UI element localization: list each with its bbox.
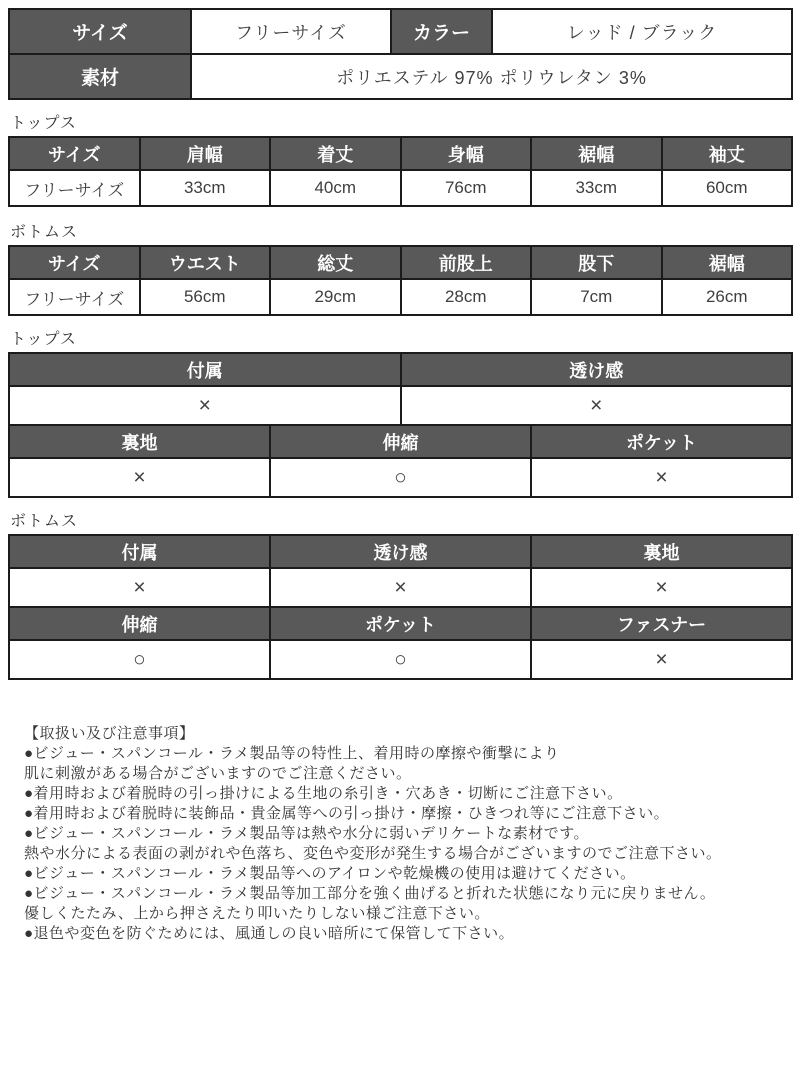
- bottoms-size-value: フリーサイズ: [9, 279, 140, 315]
- bottoms-features-header-row-2: [9, 607, 792, 640]
- summary-table: [8, 8, 793, 100]
- tops-feature-mark: ○: [270, 458, 531, 497]
- care-note-line: ●ビジュー・スパンコール・ラメ製品等は熱や水分に弱いデリケートな素材です。: [24, 825, 590, 842]
- tops-features-table: [8, 352, 793, 498]
- summary-material-value: ポリエステル 97% ポリウレタン 3%: [191, 54, 792, 99]
- tops-feature-header: ポケット: [531, 425, 792, 458]
- bottoms-size-value: 7cm: [531, 279, 662, 315]
- tops-size-header: 肩幅: [140, 137, 271, 170]
- tops-size-header: 裾幅: [531, 137, 662, 170]
- bottoms-size-table: [8, 245, 793, 316]
- bottoms-size-header-row: [9, 246, 792, 279]
- bottoms-size-value: 29cm: [270, 279, 401, 315]
- bottoms-size-value: 28cm: [401, 279, 532, 315]
- tops-features-header-row-2: [9, 425, 792, 458]
- bottoms-feature-header: ファスナー: [531, 607, 792, 640]
- care-note-line: ●着用時および着脱時に装飾品・貴金属等への引っ掛け・摩擦・ひきつれ等にご注意下さい。: [24, 805, 670, 822]
- summary-size-value: フリーサイズ: [191, 9, 391, 54]
- tops-features-section-label: トップス: [10, 331, 77, 348]
- bottoms-feature-header: ポケット: [270, 607, 531, 640]
- bottoms-features-value-row-1: [9, 568, 792, 607]
- bottoms-feature-header: 透け感: [270, 535, 531, 568]
- care-note-line: ●ビジュー・スパンコール・ラメ製品等へのアイロンや乾燥機の使用は避けてください。: [24, 865, 636, 882]
- bottoms-size-header: 股下: [531, 246, 662, 279]
- bottoms-size-value: 26cm: [662, 279, 793, 315]
- bottoms-size-value: 56cm: [140, 279, 271, 315]
- bottoms-feature-header: 裏地: [531, 535, 792, 568]
- tops-features-value-row-1: [9, 386, 792, 425]
- bottoms-feature-mark: ×: [9, 568, 270, 607]
- bottoms-features-section-label: ボトムス: [10, 513, 79, 530]
- tops-feature-mark: ×: [531, 458, 792, 497]
- bottoms-size-header: 裾幅: [662, 246, 793, 279]
- bottoms-features-table: [8, 534, 793, 680]
- bottoms-feature-mark: ×: [270, 568, 531, 607]
- bottoms-size-value-row: [9, 279, 792, 315]
- bottoms-size-section-label: ボトムス: [10, 224, 79, 241]
- tops-feature-header: 伸縮: [270, 425, 531, 458]
- summary-row-material: [9, 54, 792, 99]
- bottoms-features-value-row-2: [9, 640, 792, 679]
- bottoms-feature-mark: ×: [531, 568, 792, 607]
- summary-color-label: カラー: [391, 9, 492, 54]
- care-note-line: 肌に刺激がある場合がございますのでご注意ください。: [24, 765, 412, 782]
- tops-feature-mark: ×: [9, 386, 401, 425]
- care-notes-block: [24, 724, 792, 944]
- tops-feature-mark: ×: [9, 458, 270, 497]
- tops-size-value: 33cm: [531, 170, 662, 206]
- tops-feature-header: 透け感: [401, 353, 793, 386]
- summary-material-label: 素材: [9, 54, 191, 99]
- tops-feature-header: 裏地: [9, 425, 270, 458]
- summary-size-label: サイズ: [9, 9, 191, 54]
- bottoms-features-header-row-1: [9, 535, 792, 568]
- tops-size-value-row: [9, 170, 792, 206]
- tops-size-header: 袖丈: [662, 137, 793, 170]
- bottoms-size-header: サイズ: [9, 246, 140, 279]
- tops-size-header: 着丈: [270, 137, 401, 170]
- bottoms-size-header: 前股上: [401, 246, 532, 279]
- tops-features-header-row-1: [9, 353, 792, 386]
- care-note-line: ●着用時および着脱時の引っ掛けによる生地の糸引き・穴あき・切断にご注意下さい。: [24, 785, 623, 802]
- bottoms-feature-header: 付属: [9, 535, 270, 568]
- tops-size-value: フリーサイズ: [9, 170, 140, 206]
- tops-size-value: 40cm: [270, 170, 401, 206]
- care-notes-title: 【取扱い及び注意事項】: [24, 725, 195, 742]
- summary-row-size-color: [9, 9, 792, 54]
- summary-color-value: レッド / ブラック: [492, 9, 792, 54]
- tops-size-header: 身幅: [401, 137, 532, 170]
- tops-size-value: 33cm: [140, 170, 271, 206]
- bottoms-feature-mark: ○: [9, 640, 270, 679]
- tops-feature-mark: ×: [401, 386, 793, 425]
- care-note-line: 優しくたたみ、上から押さえたり叩いたりしない様ご注意下さい。: [24, 905, 490, 922]
- tops-features-value-row-2: [9, 458, 792, 497]
- tops-size-table: [8, 136, 793, 207]
- tops-feature-header: 付属: [9, 353, 401, 386]
- tops-size-header: サイズ: [9, 137, 140, 170]
- bottoms-feature-mark: ×: [531, 640, 792, 679]
- bottoms-feature-header: 伸縮: [9, 607, 270, 640]
- care-note-line: ●退色や変色を防ぐためには、風通しの良い暗所にて保管して下さい。: [24, 925, 515, 942]
- tops-size-value: 76cm: [401, 170, 532, 206]
- care-note-line: ●ビジュー・スパンコール・ラメ製品等の特性上、着用時の摩擦や衝撃により: [24, 745, 560, 762]
- bottoms-size-header: 総丈: [270, 246, 401, 279]
- bottoms-size-header: ウエスト: [140, 246, 271, 279]
- tops-size-header-row: [9, 137, 792, 170]
- care-note-line: 熱や水分による表面の剥がれや色落ち、変色や変形が発生する場合がございますのでご注意下さい。: [24, 845, 722, 862]
- care-note-line: ●ビジュー・スパンコール・ラメ製品等加工部分を強く曲げると折れた状態になり元に戻りません。: [24, 885, 716, 902]
- tops-size-section-label: トップス: [10, 115, 77, 132]
- bottoms-feature-mark: ○: [270, 640, 531, 679]
- tops-size-value: 60cm: [662, 170, 793, 206]
